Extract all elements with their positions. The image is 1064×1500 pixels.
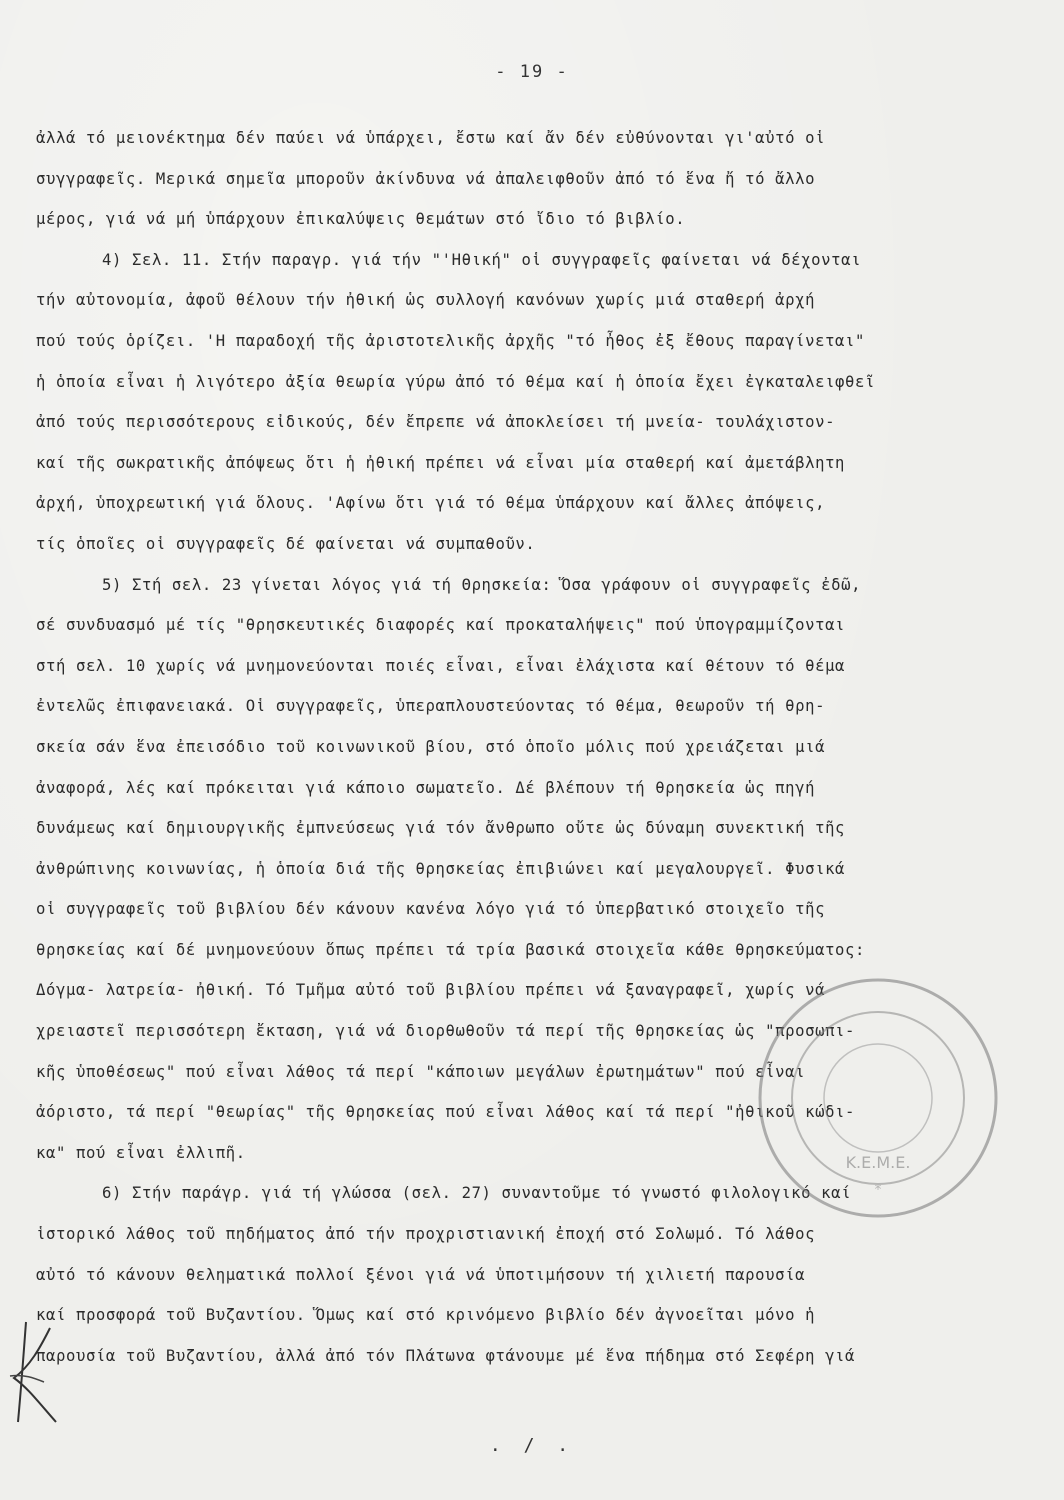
text-line: συγγραφεῖς. Μερικά σημεῖα μποροῦν ἀκίνδυνα νά ἀπαλειφθοῦν ἀπό τό ἕνα ἤ τό ἄλλο (36, 169, 816, 188)
text-line: θρησκείας καί δέ μνημονεύουν ὅπως πρέπει τά τρία βασικά στοιχεῖα κάθε θρησκεύματος: (36, 940, 866, 959)
text-line: 5) Στή σελ. 23 γίνεται λόγος γιά τή Θρησκεία: Ὅσα γράφουν οἱ συγγραφεῖς ἐδῶ, (102, 575, 862, 594)
text-line: ἀναφορά, λές καί πρόκειται γιά κάποιο σωματεῖο. Δέ βλέπουν τή θρησκεία ὡς πηγή (36, 778, 816, 797)
text-line: τήν αὐτονομία, ἀφοῦ θέλουν τήν ἠθική ὡς συλλογή κανόνων χωρίς μιά σταθερή ἀρχή (36, 291, 816, 310)
text-line: σέ συνδυασμό μέ τίς "θρησκευτικές διαφορές καί προκαταλήψεις" πού ὑπογραμμίζονται (36, 616, 846, 635)
text-line: ἡ ὁποία εἶναι ἡ λιγότερο ἀξία θεωρία γύρω ἀπό τό θέμα καί ἡ ὁποία ἔχει ἐγκαταλειφθεῖ (36, 372, 876, 391)
text-line: καί προσφορά τοῦ Βυζαντίου. Ὅμως καί στό κρινόμενο βιβλίο δέν ἀγνοεῖται μόνο ἡ (36, 1306, 816, 1325)
text-line: κα" πού εἶναι ἐλλιπῆ. (36, 1143, 246, 1162)
text-line: τίς ὁποῖες οἱ συγγραφεῖς δέ φαίνεται νά συμπαθοῦν. (36, 534, 536, 553)
text-line: ἀόριστο, τά περί "θεωρίας" τῆς θρησκείας πού εἶναι λάθος καί τά περί "ἠθικοῦ κώδι- (36, 1103, 856, 1122)
text-line: κῆς ὑποθέσεως" πού εἶναι λάθος τά περί "κάποιων μεγάλων ἐρωτημάτων" πού εἶναι (36, 1062, 806, 1081)
svg-text:*: * (874, 1182, 882, 1198)
text-line: οἱ συγγραφεῖς τοῦ βιβλίου δέν κάνουν κανένα λόγο γιά τό ὑπερβατικό στοιχεῖο τῆς (36, 900, 826, 919)
text-line: ἀλλά τό μειονέκτημα δέν παύει νά ὑπάρχει, ἔστω καί ἄν δέν εὐθύνονται γι'αὐτό οἱ (36, 129, 826, 147)
handwritten-signature-icon (4, 1318, 64, 1428)
text-line: χρειαστεῖ περισσότερη ἔκταση, γιά νά διορθωθοῦν τά περί τῆς θρησκείας ὡς "προσωπι- (36, 1022, 856, 1041)
text-line: καί τῆς σωκρατικῆς ἀπόψεως ὅτι ἡ ἠθική πρέπει νά εἶναι μία σταθερή καί ἀμετάβλητη (36, 453, 846, 472)
text-line: 4) Σελ. 11. Στήν παραγρ. γιά τήν "'Ηθική" οἱ συγγραφεῖς φαίνεται νά δέχονται (102, 250, 862, 269)
stamp-text: Κ.Ε.Μ.Ε. (845, 1153, 911, 1172)
text-line: ἐντελῶς ἐπιφανειακά. Οἱ συγγραφεῖς, ὑπεραπλουστεύοντας τό θέμα, θεωροῦν τή θρη- (36, 697, 826, 716)
continuation-mark: . / . (489, 1435, 575, 1456)
text-line: σκεία σάν ἕνα ἐπεισόδιο τοῦ κοινωνικοῦ βίου, στό ὁποῖο μόλις πού χρειάζεται μιά (36, 737, 826, 756)
page-number: - 19 - (495, 62, 569, 82)
text-line: 6) Στήν παράγρ. γιά τή γλώσσα (σελ. 27) συναντοῦμε τό γνωστό φιλολογικό καί (102, 1184, 852, 1203)
text-line: στή σελ. 10 χωρίς νά μνημονεύονται ποιές εἶναι, εἶναι ἐλάχιστα καί θέτουν τό θέμα (36, 656, 846, 675)
text-line: παρουσία τοῦ Βυζαντίου, ἀλλά ἀπό τόν Πλάτωνα φτάνουμε μέ ἕνα πήδημα στό Σεφέρη γιά (36, 1346, 856, 1365)
text-line: πού τούς ὁρίζει. 'Η παραδοχή τῆς ἀριστοτελικῆς ἀρχῆς "τό ἦθος ἐξ ἔθους παραγίνεται" (36, 331, 866, 350)
text-line: ἀρχή, ὑποχρεωτική γιά ὅλους. 'Αφίνω ὅτι γιά τό θέμα ὑπάρχουν καί ἄλλες ἀπόψεις, (36, 494, 826, 513)
text-line: δυνάμεως καί δημιουργικῆς ἐμπνεύσεως γιά τόν ἄνθρωπο οὔτε ὡς δύναμη συνεκτική τῆς (36, 819, 846, 838)
text-line: ἀπό τούς περισσότερους εἰδικούς, δέν ἔπρεπε νά ἀποκλείσει τή μνεία- τουλάχιστον- (36, 413, 836, 432)
text-line: ἀνθρώπινης κοινωνίας, ἡ ὁποία διά τῆς θρησκείας ἐπιβιώνει καί μεγαλουργεῖ. Φυσικά (36, 859, 846, 878)
text-line: Δόγμα- λατρεία- ἠθική. Τό Τμῆμα αὐτό τοῦ βιβλίου πρέπει νά ξαναγραφεῖ, χωρίς νά (36, 981, 826, 1000)
text-line: ἱστορικό λάθος τοῦ πηδήματος ἀπό τήν προχριστιανική ἐποχή στό Σολωμό. Τό λάθος (36, 1225, 816, 1244)
stamp-seal-icon (748, 968, 1008, 1228)
text-line: αὐτό τό κάνουν θεληματικά πολλοί ξένοι γιά νά ὑποτιμήσουν τή χιλιετή παρουσία (36, 1265, 806, 1284)
text-line: μέρος, γιά νά μή ὑπάρχουν ἐπικαλύψεις θεμάτων στό ἴδιο τό βιβλίο. (36, 210, 686, 229)
